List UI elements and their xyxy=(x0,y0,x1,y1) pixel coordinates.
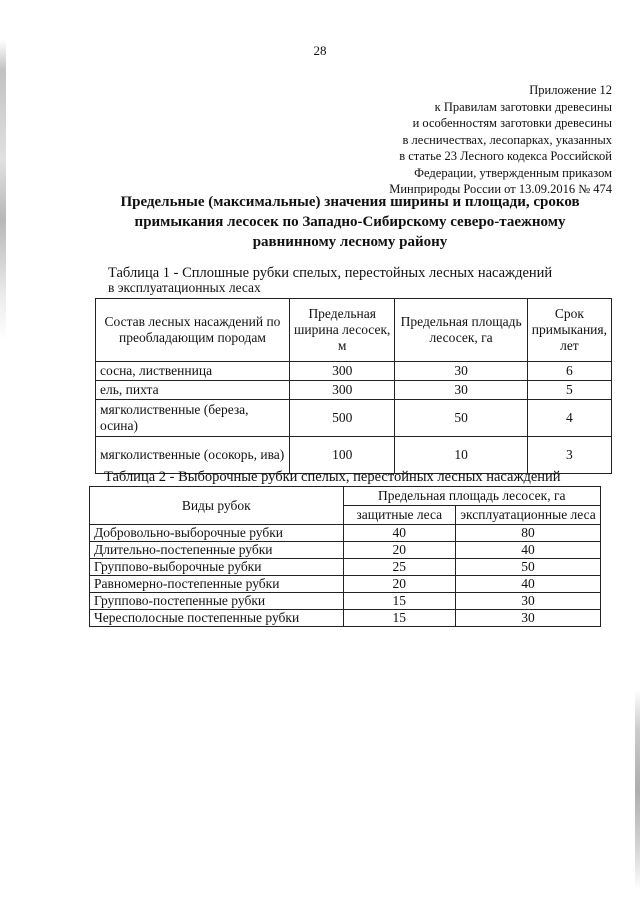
table1-term-cell: 5 xyxy=(527,381,611,400)
table1-caption-continued: в эксплуатационных лесах xyxy=(108,280,261,295)
table-row xyxy=(96,437,612,474)
appendix-header xyxy=(332,82,612,198)
table1-header-term: Срок примыкания, лет xyxy=(527,299,611,362)
table1-header-width: Предельная ширина лесосек, м xyxy=(289,299,395,362)
table-row xyxy=(96,362,612,381)
table1-term-cell: 6 xyxy=(527,362,611,381)
table-row xyxy=(90,542,601,559)
table-row xyxy=(90,593,601,610)
table1-clear-cutting xyxy=(95,298,612,474)
table1-composition-cell: мягколиственные (осокорь, ива) xyxy=(96,437,290,474)
table2-type-cell: Чересполосные постепенные рубки xyxy=(90,610,344,627)
appendix-line: Минприроды России от 13.09.2016 № 474 xyxy=(389,182,612,196)
table1-composition-cell: ель, пихта xyxy=(96,381,290,400)
table1-term-cell: 4 xyxy=(527,400,611,437)
table1-width-cell: 100 xyxy=(289,437,395,474)
table2-header-exploitation: эксплуатационные леса xyxy=(456,506,601,525)
appendix-line: Федерации, утвержденным приказом xyxy=(414,165,612,180)
table1-area-cell: 30 xyxy=(395,362,527,381)
table2-exploitation-cell: 50 xyxy=(456,559,601,576)
table1-width-cell: 300 xyxy=(289,381,395,400)
table1-width-cell: 500 xyxy=(289,400,395,437)
table2-type-cell: Длительно-постепенные рубки xyxy=(90,542,344,559)
table1-area-cell: 50 xyxy=(395,400,527,437)
appendix-line: Приложение 12 xyxy=(529,83,612,97)
title-line: равнинному лесному району xyxy=(252,234,448,250)
table2-protective-cell: 15 xyxy=(343,610,456,627)
table1-header-composition: Состав лесных насаждений по преобладающим породам xyxy=(96,299,290,362)
table2-protective-cell: 20 xyxy=(343,542,456,559)
table1-area-cell: 30 xyxy=(395,381,527,400)
table1-header-area: Предельная площадь лесосек, га xyxy=(395,299,527,362)
table2-header-row xyxy=(90,487,601,506)
table2-type-cell: Группово-выборочные рубки xyxy=(90,559,344,576)
scan-edge-artifact-right xyxy=(635,690,640,890)
table2-exploitation-cell: 40 xyxy=(456,576,601,593)
table-row xyxy=(90,559,601,576)
appendix-line: в лесничествах, лесопарках, указанных xyxy=(402,132,612,147)
title-line: Предельные (максимальные) значения ширины и площади, сроков xyxy=(120,194,580,210)
title-line: примыкания лесосек по Западно-Сибирскому северо-таежному xyxy=(134,214,566,230)
table1-composition-cell: сосна, лиственница xyxy=(96,362,290,381)
table-row xyxy=(90,610,601,627)
table-row xyxy=(90,525,601,542)
table2-selective-cutting xyxy=(89,486,601,627)
table2-protective-cell: 15 xyxy=(343,593,456,610)
table2-protective-cell: 40 xyxy=(343,525,456,542)
table2-header-type: Виды рубок xyxy=(90,487,344,525)
table2-exploitation-cell: 40 xyxy=(456,542,601,559)
table2-type-cell: Добровольно-выборочные рубки xyxy=(90,525,344,542)
table2-header-protective: защитные леса xyxy=(343,506,456,525)
table1-term-cell: 3 xyxy=(527,437,611,474)
table2-type-cell: Группово-постепенные рубки xyxy=(90,593,344,610)
appendix-line: к Правилам заготовки древесины xyxy=(434,99,612,114)
table2-protective-cell: 20 xyxy=(343,576,456,593)
table-row xyxy=(96,400,612,437)
table-row xyxy=(90,576,601,593)
scan-edge-artifact-left xyxy=(0,40,6,340)
table2-exploitation-cell: 30 xyxy=(456,610,601,627)
appendix-line: и особенностям заготовки древесины xyxy=(412,116,612,130)
table1-caption: Таблица 1 - Сплошные рубки спелых, перестойных лесных насаждений xyxy=(108,265,553,281)
table1-area-cell: 10 xyxy=(395,437,527,474)
table2-exploitation-cell: 80 xyxy=(456,525,601,542)
document-title xyxy=(80,192,620,252)
table-row xyxy=(96,381,612,400)
table1-header-row xyxy=(96,299,612,362)
table2-exploitation-cell: 30 xyxy=(456,593,601,610)
table1-composition-cell: мягколиственные (береза, осина) xyxy=(96,400,290,437)
table2-protective-cell: 25 xyxy=(343,559,456,576)
table2-header-area-group: Предельная площадь лесосек, га xyxy=(343,487,600,506)
page-number: 28 xyxy=(313,43,327,58)
table2-type-cell: Равномерно-постепенные рубки xyxy=(90,576,344,593)
table1-width-cell: 300 xyxy=(289,362,395,381)
appendix-line: в статье 23 Лесного кодекса Российской xyxy=(399,149,612,163)
table2-caption: Таблица 2 - Выборочные рубки спелых, перестойных лесных насаждений xyxy=(104,469,561,485)
